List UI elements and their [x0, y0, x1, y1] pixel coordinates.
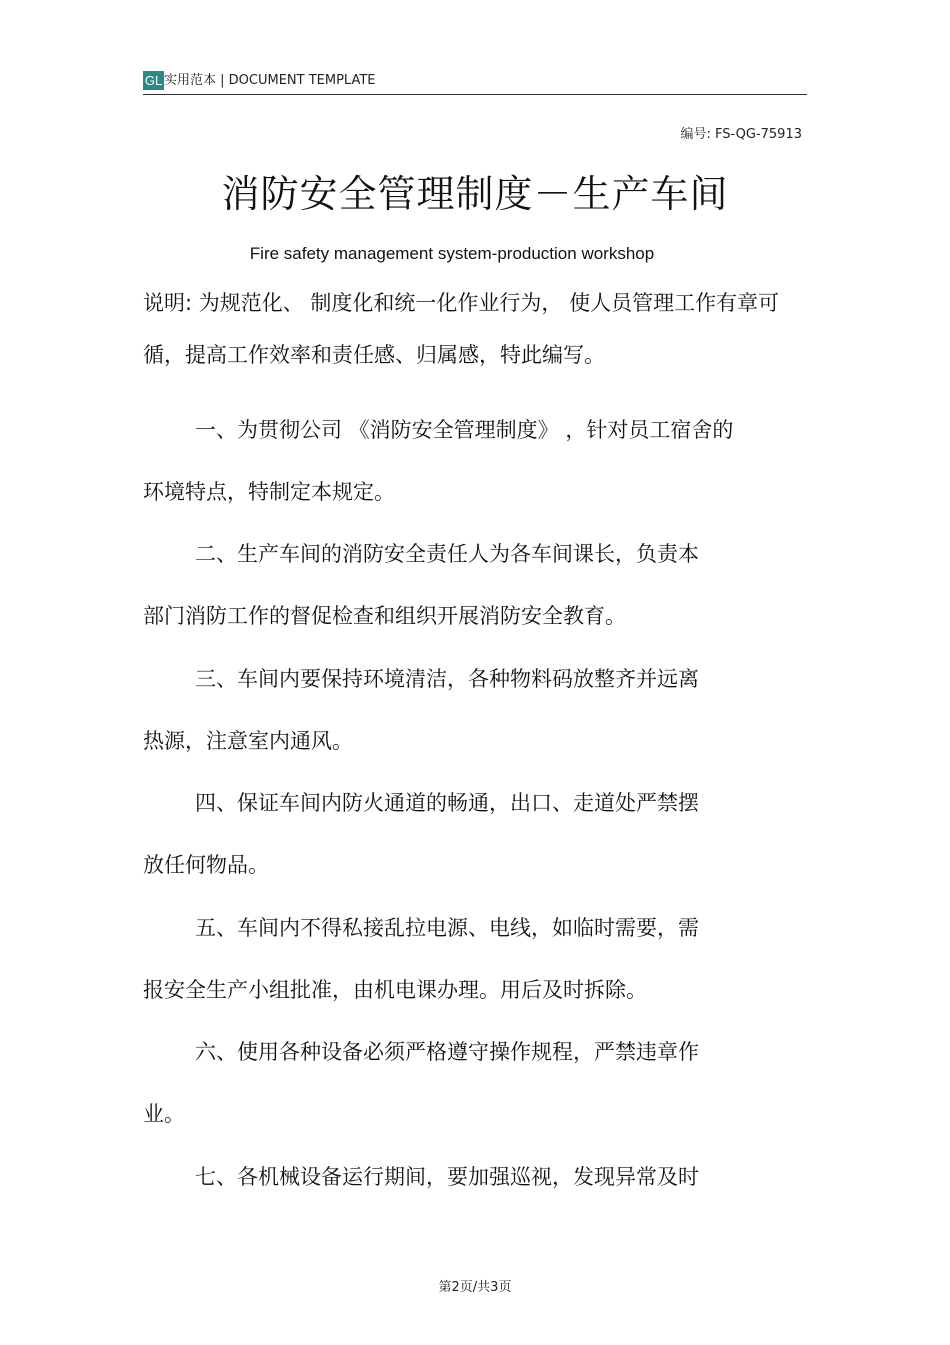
page-subtitle: Fire safety management system-production workshop — [249, 244, 655, 263]
item-2-line-1: 二、生产车间的消防安全责任人为各车间课长，负责本 — [195, 542, 699, 566]
page-title: 消防安全管理制度－生产车间 — [221, 172, 729, 216]
document-header — [143, 70, 807, 95]
item-1-line-2: 环境特点，特制定本规定。 — [143, 480, 395, 504]
page-indicator: 第2页/共3页 — [438, 1280, 512, 1295]
item-7-line-1: 七、各机械设备运行期间，要加强巡视，发现异常及时 — [195, 1165, 699, 1189]
header-title: 实用范本 | DOCUMENT TEMPLATE — [164, 73, 376, 88]
item-3-line-1: 三、车间内要保持环境清洁，各种物料码放整齐并远离 — [195, 667, 699, 691]
item-2-line-2: 部门消防工作的督促检查和组织开展消防安全教育。 — [143, 604, 626, 628]
item-1-line-1: 一、为贯彻公司 《消防安全管理制度》 ，针对员工宿舍的 — [195, 418, 734, 442]
item-4-line-2: 放任何物品。 — [143, 853, 269, 877]
item-5-line-1: 五、车间内不得私接乱拉电源、电线，如临时需要，需 — [195, 916, 699, 940]
item-6-line-1: 六、使用各种设备必须严格遵守操作规程，严禁违章作 — [195, 1040, 699, 1064]
item-6-line-2: 业。 — [143, 1102, 185, 1126]
document-number: 编号: FS-QG-75913 — [680, 127, 802, 142]
gl-logo: GL — [144, 73, 163, 88]
item-5-line-2: 报安全生产小组批准，由机电课办理。用后及时拆除。 — [143, 978, 647, 1002]
description-line-2: 循，提高工作效率和责任感、归属感，特此编写。 — [143, 343, 605, 367]
description-line-1: 说明: 为规范化、 制度化和统一化作业行为， 使人员管理工作有章可 — [143, 291, 780, 315]
item-4-line-1: 四、保证车间内防火通道的畅通，出口、走道处严禁摆 — [195, 791, 699, 815]
item-3-line-2: 热源，注意室内通风。 — [143, 729, 353, 753]
